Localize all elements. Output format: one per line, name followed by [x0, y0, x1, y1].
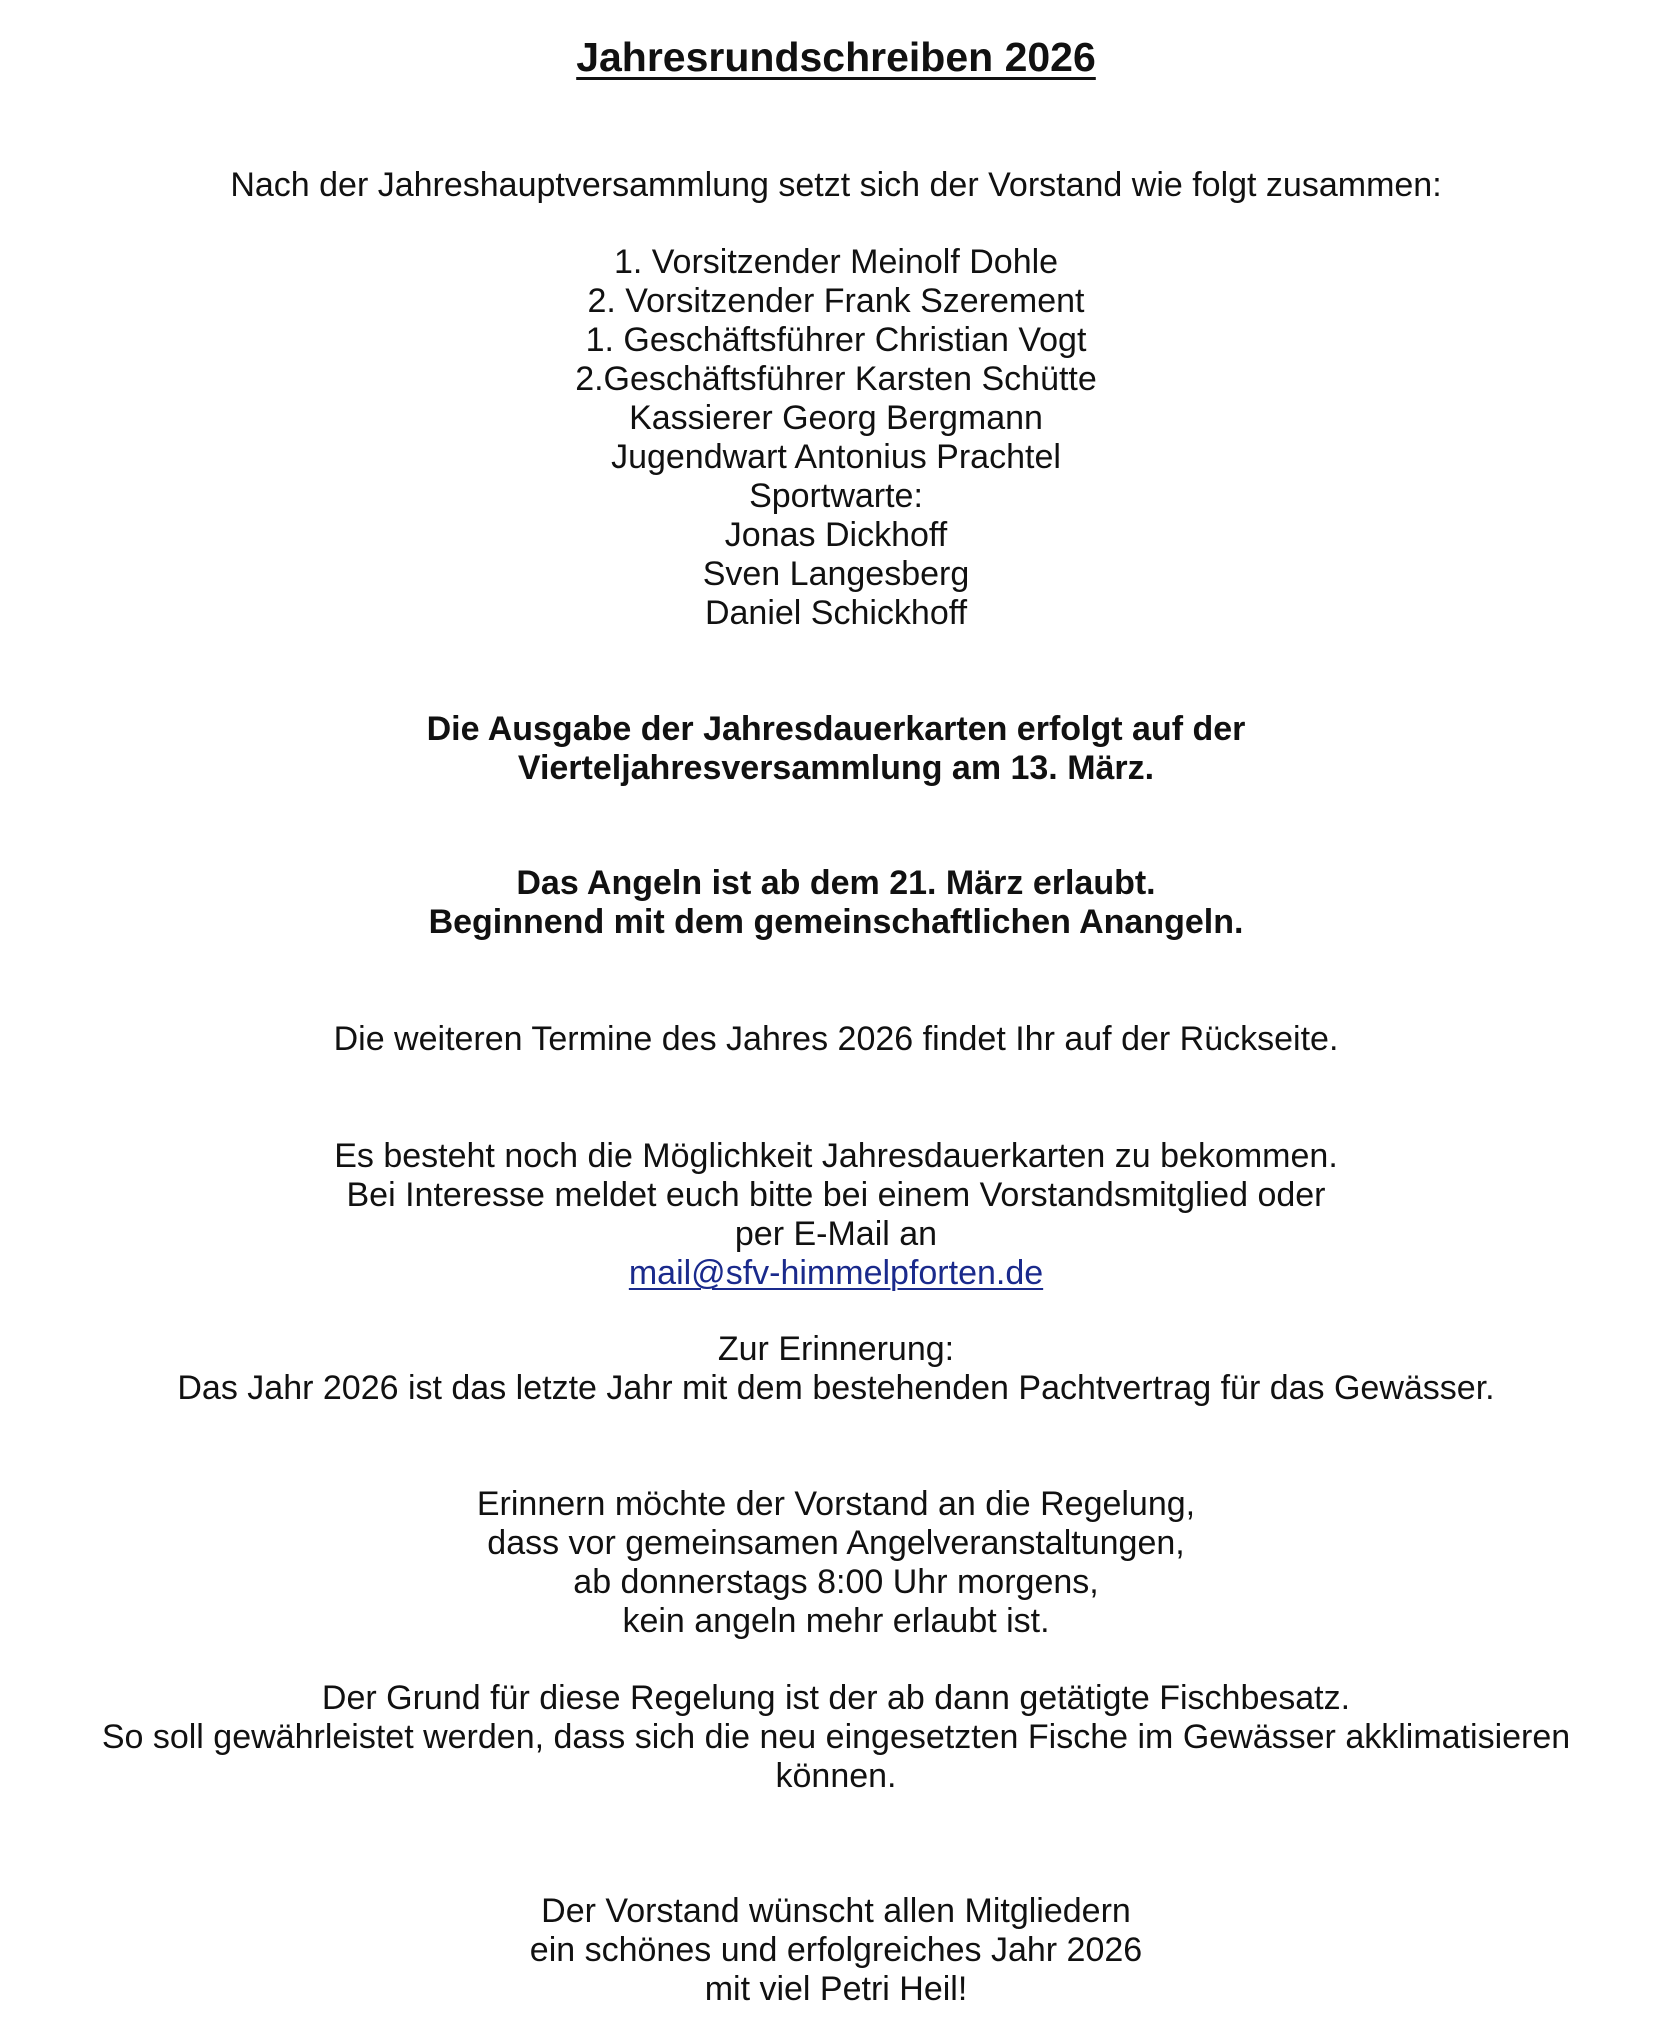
board-member: 2. Vorsitzender Frank Szerement: [587, 282, 1085, 320]
email-line: [0, 1254, 1672, 1293]
availability-line: Bei Interesse meldet euch bitte bei einem Vorstandsmitglied oder: [346, 1176, 1326, 1214]
board-member: Jugendwart Antonius Prachtel: [611, 438, 1061, 476]
season-cards-line: Vierteljahresversammlung am 13. März.: [517, 749, 1155, 787]
reason-line: Der Grund für diese Regelung ist der ab dann getätigte Fischbesatz.: [321, 1679, 1351, 1717]
reason-line: So soll gewährleistet werden, dass sich die neu eingesetzten Fische im Gewässer akklimatisieren: [101, 1718, 1571, 1756]
availability-line: per E-Mail an: [734, 1215, 938, 1253]
reminder-text: Das Jahr 2026 ist das letzte Jahr mit dem bestehenden Pachtvertrag für das Gewässer.: [177, 1369, 1495, 1407]
reason-line: können.: [775, 1757, 897, 1795]
page-title: Jahresrundschreiben 2026: [576, 34, 1096, 80]
board-member-heading: Sportwarte:: [749, 477, 923, 515]
season-cards-line: Die Ausgabe der Jahresdauerkarten erfolgt auf der: [426, 710, 1246, 748]
rule-line: kein angeln mehr erlaubt ist.: [622, 1602, 1050, 1640]
rule-line: ab donnerstags 8:00 Uhr morgens,: [573, 1563, 1099, 1601]
availability-line: Es besteht noch die Möglichkeit Jahresdauerkarten zu bekommen.: [334, 1137, 1338, 1175]
email-link[interactable]: mail@sfv-himmelpforten.de: [628, 1254, 1044, 1292]
board-member: Jonas Dickhoff: [724, 516, 948, 554]
rule-line: Erinnern möchte der Vorstand an die Regelung,: [476, 1485, 1196, 1523]
dates-note: Die weiteren Termine des Jahres 2026 findet Ihr auf der Rückseite.: [333, 1020, 1339, 1058]
board-member: Sven Langesberg: [702, 555, 970, 593]
closing-line: Der Vorstand wünscht allen Mitgliedern: [541, 1892, 1131, 1930]
board-member: Kassierer Georg Bergmann: [629, 399, 1043, 437]
board-member: 2.Geschäftsführer Karsten Schütte: [575, 360, 1097, 398]
rule-line: dass vor gemeinsamen Angelveranstaltungen,: [487, 1524, 1185, 1562]
fishing-start-line: Beginnend mit dem gemeinschaftlichen Anangeln.: [428, 903, 1244, 941]
board-member: 1. Geschäftsführer Christian Vogt: [585, 321, 1087, 359]
board-intro: Nach der Jahreshauptversammlung setzt sich der Vorstand wie folgt zusammen:: [230, 166, 1442, 204]
closing-line: mit viel Petri Heil!: [704, 1970, 968, 2008]
reminder-heading: Zur Erinnerung:: [717, 1330, 955, 1368]
board-member: 1. Vorsitzender Meinolf Dohle: [613, 243, 1059, 281]
board-member: Daniel Schickhoff: [704, 594, 968, 632]
closing-line: ein schönes und erfolgreiches Jahr 2026: [529, 1931, 1143, 1969]
fishing-start-line: Das Angeln ist ab dem 21. März erlaubt.: [516, 864, 1156, 902]
